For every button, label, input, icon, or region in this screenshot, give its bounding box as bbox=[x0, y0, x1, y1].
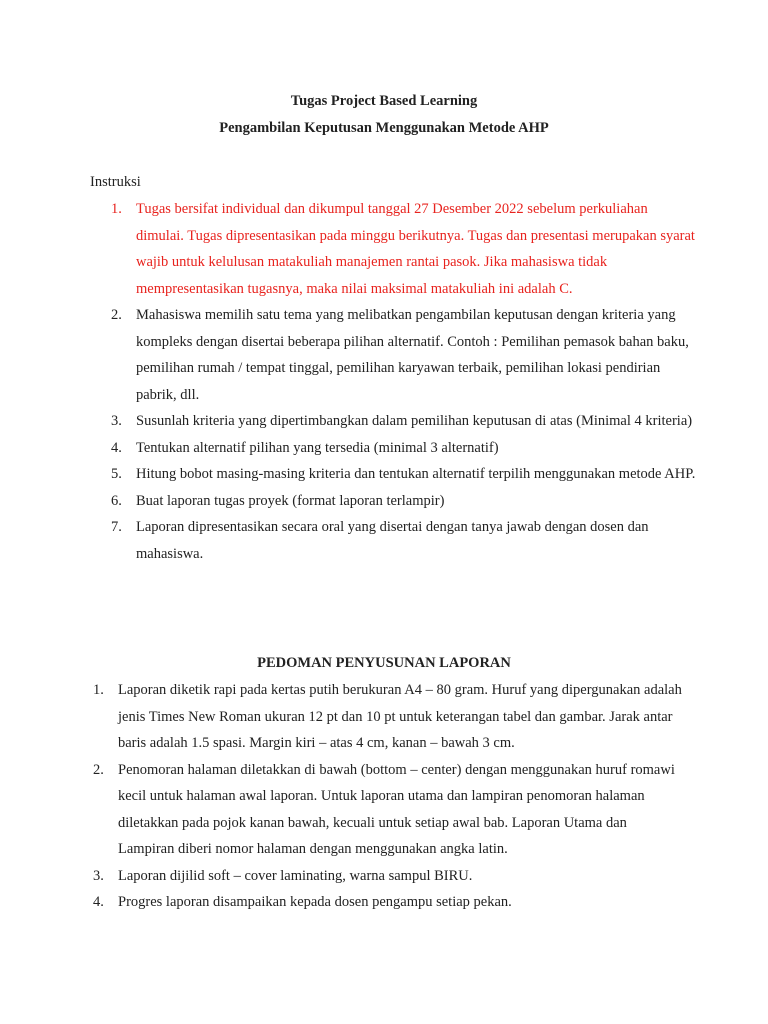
item-text: Buat laporan tugas proyek (format laporan terlampir) bbox=[136, 492, 445, 509]
item-number: 4. bbox=[111, 439, 122, 456]
guide-item-2 bbox=[93, 757, 684, 863]
guide-item-3 bbox=[93, 863, 684, 890]
doc-title: Tugas Project Based Learning bbox=[290, 93, 478, 109]
guide-item-4 bbox=[93, 889, 684, 916]
doc-subtitle: Pengambilan Keputusan Menggunakan Metode AHP bbox=[219, 120, 549, 136]
item-number: 3. bbox=[111, 413, 122, 429]
item-text: Progres laporan disampaikan kepada dosen pengampu setiap pekan. bbox=[118, 894, 512, 910]
guide-item-1 bbox=[93, 677, 684, 757]
guide-list bbox=[93, 677, 684, 916]
item-text: Hitung bobot masing-masing kriteria dan tentukan alternatif terpilih menggunakan metode AHP. bbox=[136, 466, 696, 482]
item-number: 6. bbox=[111, 492, 122, 509]
item-number: 5. bbox=[111, 466, 122, 482]
item-text: Penomoran halaman diletakkan di bawah (bottom – center) dengan menggunakan huruf romawi kecil untuk halaman awal laporan. Untuk laporan utama dan lampiran penomoran halaman diletakkan pada pojok kanan bawah, kecuali untuk setiap awal bab. Laporan Utama dan Lampiran diberi nomor halaman dengan menggunakan angka latin. bbox=[118, 761, 675, 857]
item-number: 2. bbox=[111, 307, 122, 323]
item-number: 1. bbox=[93, 682, 104, 698]
item-text: Tugas bersifat individual dan dikumpul tanggal 27 Desember 2022 sebelum perkuliahan dimulai. Tugas dipresentasikan pada minggu berikutnya. Tugas dan presentasi merupakan syarat wajib untuk kelulusan matakuliah manajemen rantai pasok. Jika mahasiswa tidak mempresentasikan tugasnya, maka nilai maksimal matakuliah ini adalah C. bbox=[136, 201, 695, 297]
instruction-item-5 bbox=[111, 461, 696, 488]
instruction-item-4 bbox=[111, 435, 696, 462]
item-number: 7. bbox=[111, 519, 122, 535]
instruction-item-6 bbox=[111, 488, 696, 515]
item-text: Laporan diketik rapi pada kertas putih berukuran A4 – 80 gram. Huruf yang dipergunakan adalah jenis Times New Roman ukuran 12 pt dan 10 pt untuk keterangan tabel dan gambar. Jarak antar baris adalah 1.5 spasi. Margin kiri – atas 4 cm, kanan – bawah 3 cm. bbox=[118, 682, 682, 751]
instruction-item-7 bbox=[111, 514, 696, 567]
item-number: 4. bbox=[93, 894, 104, 910]
item-number: 1. bbox=[111, 201, 122, 217]
item-text: Mahasiswa memilih satu tema yang melibatkan pengambilan keputusan dengan kriteria yang kompleks dengan disertai beberapa pilihan alternatif. Contoh : Pemilihan pemasok bahan baku, pemilihan rumah / tempat tinggal, pemilihan karyawan terbaik, pemilihan lokasi pendirian pabrik, dll. bbox=[136, 307, 689, 403]
item-number: 2. bbox=[93, 761, 104, 778]
instructions-label: Instruksi bbox=[90, 174, 141, 190]
instruction-item-2 bbox=[111, 302, 696, 408]
instruction-item-1 bbox=[111, 196, 696, 302]
item-text: Susunlah kriteria yang dipertimbangkan dalam pemilihan keputusan di atas (Minimal 4 kriteria) bbox=[136, 413, 693, 429]
instruction-item-3 bbox=[111, 408, 696, 435]
instructions-list bbox=[111, 196, 696, 567]
item-text: Laporan dipresentasikan secara oral yang disertai dengan tanya jawab dengan dosen dan mahasiswa. bbox=[136, 519, 649, 562]
item-text: Tentukan alternatif pilihan yang tersedia (minimal 3 alternatif) bbox=[136, 439, 499, 456]
guide-title: PEDOMAN PENYUSUNAN LAPORAN bbox=[257, 655, 511, 671]
item-number: 3. bbox=[93, 867, 104, 884]
item-text: Laporan dijilid soft – cover laminating, warna sampul BIRU. bbox=[118, 867, 473, 884]
